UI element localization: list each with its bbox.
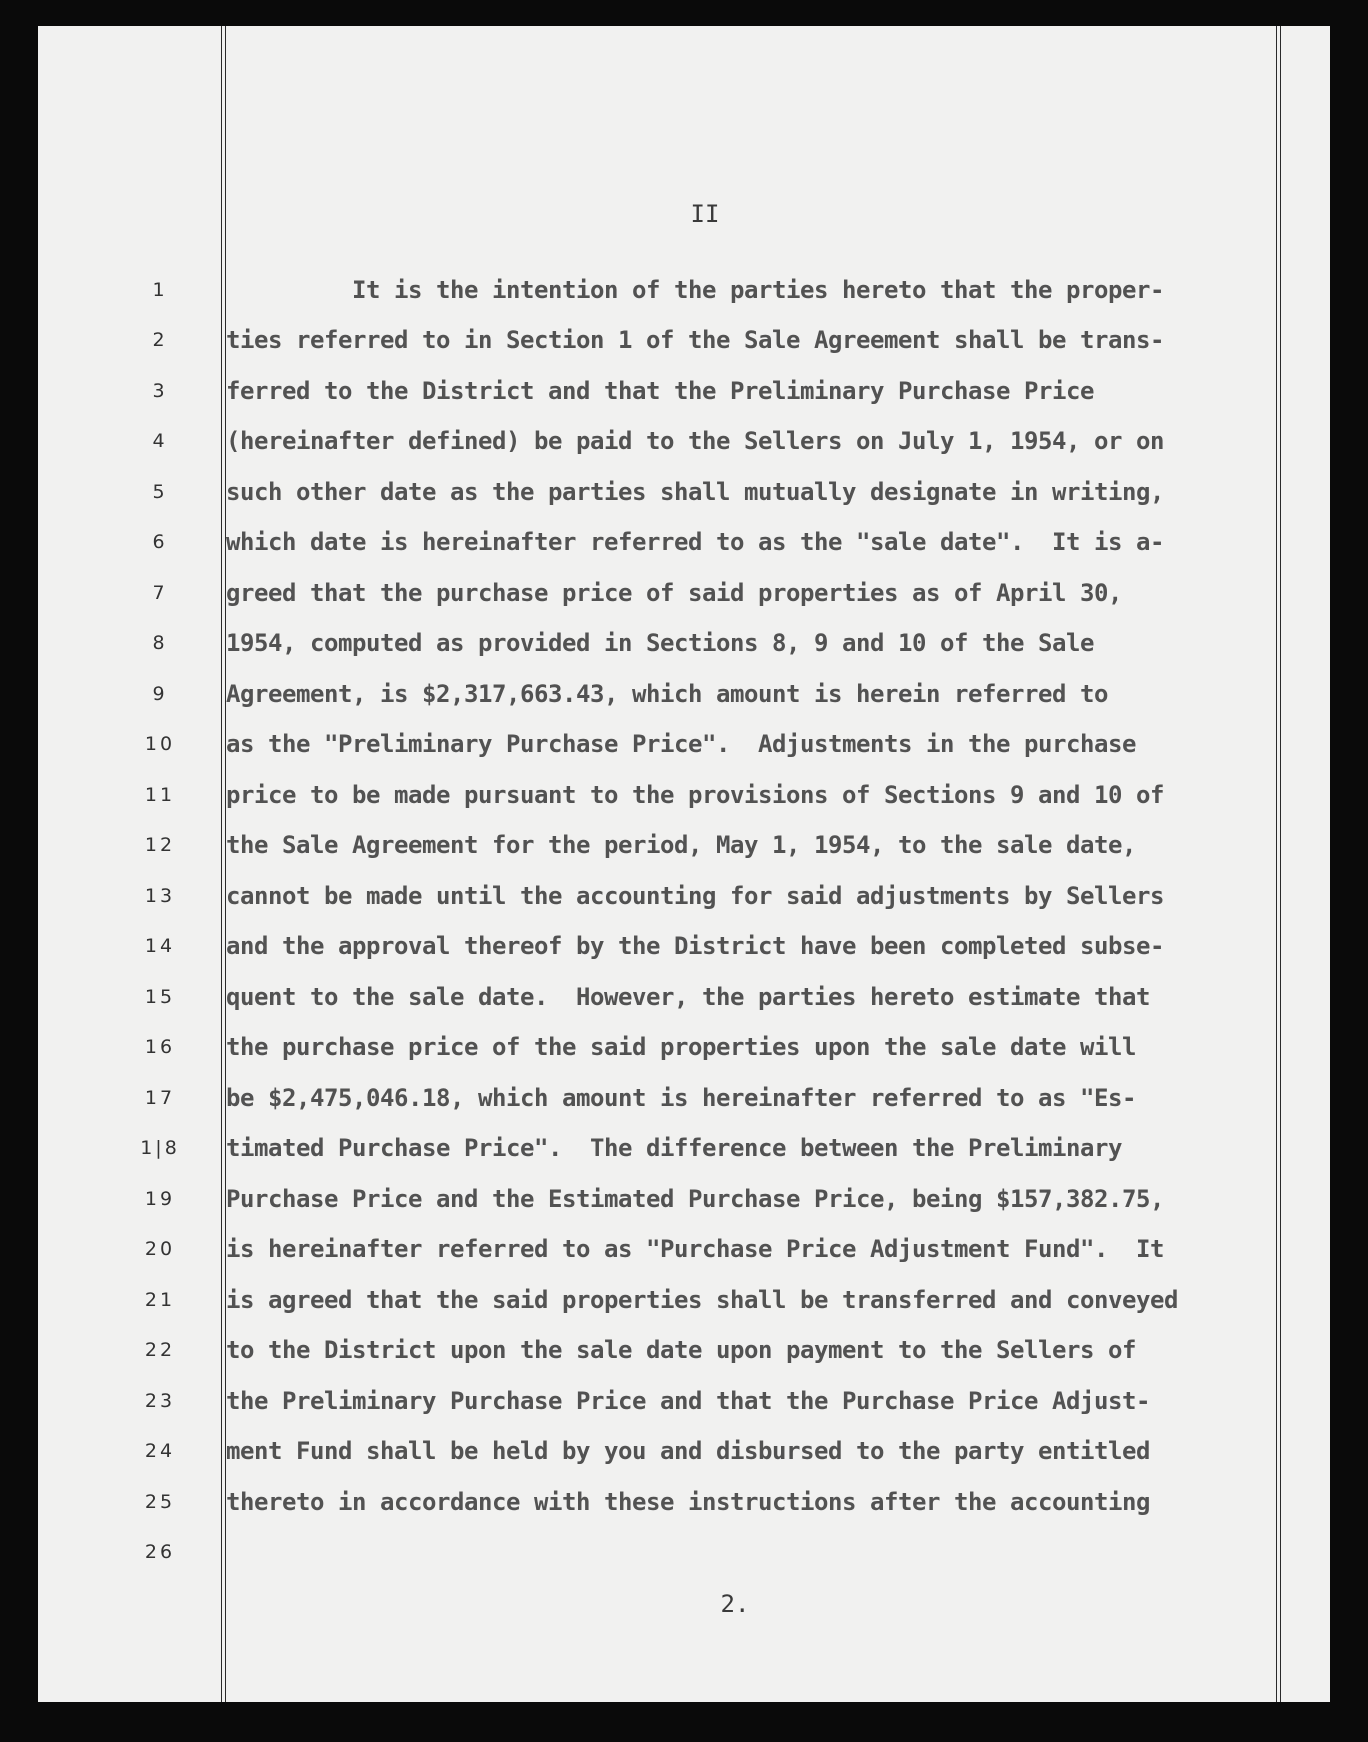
section-heading: II (690, 200, 720, 228)
line-number: 6 (152, 531, 168, 553)
line-number: 19 (144, 1188, 176, 1210)
body-text-line: as the "Preliminary Purchase Price". Adjustments in the purchase (226, 730, 1136, 758)
left-margin-rule (221, 26, 222, 1702)
right-margin-rule (1276, 26, 1277, 1702)
body-text-line: be $2,475,046.18, which amount is hereinafter referred to as "Es- (226, 1084, 1136, 1112)
right-margin-rule-outer (1280, 26, 1281, 1702)
body-text-line: the purchase price of the said properties upon the sale date will (226, 1033, 1136, 1061)
line-number: 20 (144, 1238, 176, 1260)
line-number: 17 (144, 1087, 176, 1109)
line-number: 13 (144, 885, 176, 907)
line-number: 4 (152, 430, 168, 452)
body-text-line: cannot be made until the accounting for said adjustments by Sellers (226, 882, 1164, 910)
body-text-line: greed that the purchase price of said properties as of April 30, (226, 579, 1122, 607)
line-number: 8 (152, 632, 168, 654)
body-text-line: and the approval thereof by the District have been completed subse- (226, 932, 1164, 960)
body-text-line: It is the intention of the parties hereto that the proper- (226, 276, 1164, 304)
body-text-line: is agreed that the said properties shall be transferred and conveyed (226, 1286, 1178, 1314)
body-text-line: which date is hereinafter referred to as the "sale date". It is a- (226, 528, 1164, 556)
line-number: 26 (144, 1541, 176, 1563)
body-text-line: Agreement, is $2,317,663.43, which amount is herein referred to (226, 680, 1108, 708)
line-number: 9 (152, 683, 168, 705)
page-number: 2. (720, 1590, 750, 1618)
body-text-line: 1954, computed as provided in Sections 8, 9 and 10 of the Sale (226, 629, 1094, 657)
body-text-line: ties referred to in Section 1 of the Sale Agreement shall be trans- (226, 326, 1164, 354)
line-number: 15 (144, 986, 176, 1008)
body-text-line: Purchase Price and the Estimated Purchase Price, being $157,382.75, (226, 1185, 1164, 1213)
body-text-line: the Preliminary Purchase Price and that the Purchase Price Adjust- (226, 1387, 1150, 1415)
line-number: 21 (144, 1289, 176, 1311)
body-text-line: quent to the sale date. However, the parties hereto estimate that (226, 983, 1150, 1011)
line-number: 3 (152, 380, 168, 402)
line-number: 1 (152, 279, 168, 301)
body-text-line: ferred to the District and that the Preliminary Purchase Price (226, 377, 1094, 405)
line-number: 11 (144, 784, 176, 806)
line-number: 23 (144, 1390, 176, 1412)
line-number: 25 (144, 1491, 176, 1513)
body-text-line: (hereinafter defined) be paid to the Sellers on July 1, 1954, or on (226, 427, 1164, 455)
line-number: 5 (152, 481, 168, 503)
body-text-line: such other date as the parties shall mutually designate in writing, (226, 478, 1164, 506)
body-text-line: is hereinafter referred to as "Purchase Price Adjustment Fund". It (226, 1235, 1164, 1263)
line-number: 14 (144, 935, 176, 957)
body-text-line: price to be made pursuant to the provisions of Sections 9 and 10 of (226, 781, 1164, 809)
body-text-line: ment Fund shall be held by you and disbursed to the party entitled (226, 1437, 1150, 1465)
line-number: 1|8 (140, 1137, 180, 1159)
body-text-line: the Sale Agreement for the period, May 1, 1954, to the sale date, (226, 831, 1136, 859)
line-number: 24 (144, 1440, 176, 1462)
line-number: 7 (152, 582, 168, 604)
body-text-line: to the District upon the sale date upon payment to the Sellers of (226, 1336, 1136, 1364)
line-number: 10 (144, 733, 176, 755)
body-text-line: timated Purchase Price". The difference between the Preliminary (226, 1134, 1122, 1162)
line-number: 2 (152, 329, 168, 351)
line-number: 22 (144, 1339, 176, 1361)
line-number: 16 (144, 1036, 176, 1058)
line-number: 12 (144, 834, 176, 856)
body-text-line: thereto in accordance with these instructions after the accounting (226, 1488, 1150, 1516)
